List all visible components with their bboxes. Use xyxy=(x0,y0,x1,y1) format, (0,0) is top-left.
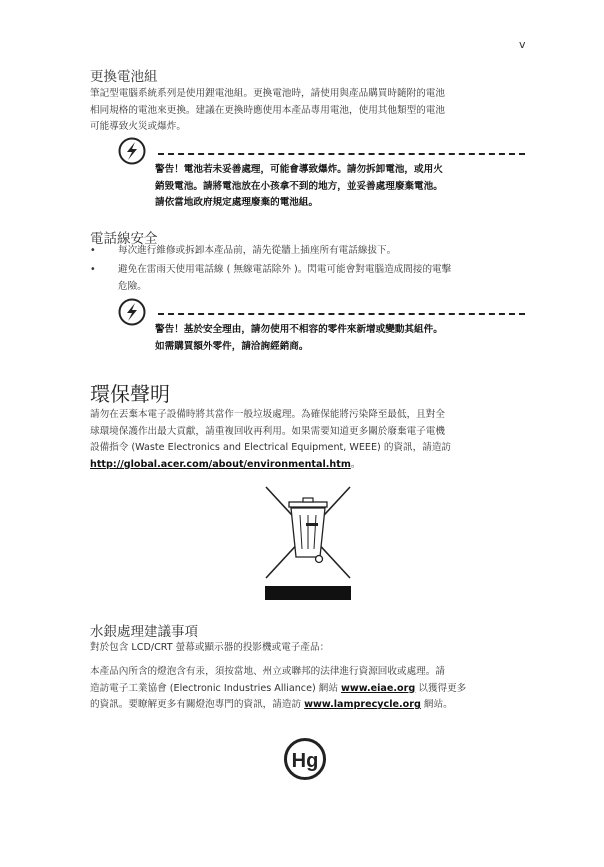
battery-line: 可能導致火災或爆炸。 xyxy=(90,121,186,132)
hg-mercury-icon xyxy=(283,737,327,781)
warning-divider xyxy=(158,313,525,315)
bullet-dot: • xyxy=(90,245,96,256)
lightning-warning-icon xyxy=(118,137,146,165)
crossed-out-wheeled-bin-icon xyxy=(262,485,354,603)
warning-line: 銷毀電池。請將電池放在小孩拿不到的地方，並妥善處理廢棄電池。 xyxy=(155,180,443,192)
env-link-line xyxy=(90,457,540,474)
link-suffix: 。 xyxy=(350,458,361,470)
mercury-line xyxy=(90,681,540,698)
battery-paragraph xyxy=(90,86,530,136)
eiae-link[interactable]: www.eiae.org xyxy=(341,682,416,694)
lightning-warning-icon xyxy=(118,298,146,326)
page-number: v xyxy=(519,38,526,51)
battery-line: 相同規格的電池來更換。建議在更換時應使用本產品專用電池，使用其他類型的電池 xyxy=(90,104,445,116)
hg-symbol-text: Hg xyxy=(291,750,319,772)
lamprecycle-link[interactable]: www.lamprecycle.org xyxy=(304,699,421,710)
phone-heading: 電話線安全 xyxy=(90,231,158,247)
battery-heading: 更換電池組 xyxy=(90,69,158,85)
phone-bullet-1: 每次進行維修或拆卸本產品前，請先從牆上插座所有電話線拔下。 xyxy=(118,245,397,256)
bullet-line: 危險。 xyxy=(118,280,147,292)
bullet-dot: • xyxy=(90,264,96,275)
phone-warning xyxy=(155,322,535,355)
mercury-text: 的資訊。要瞭解更多有關燈泡專門的資訊，請造訪 xyxy=(90,699,305,710)
phone-bullet-2 xyxy=(118,262,538,295)
environmental-link[interactable]: http://global.acer.com/about/environmental.htm xyxy=(90,458,351,470)
battery-warning xyxy=(155,162,535,212)
mercury-heading: 水銀處理建議事項 xyxy=(90,624,198,640)
warning-line: 警告！基於安全理由，請勿使用不相容的零件來新增或變動其組件。 xyxy=(155,324,443,335)
warning-line: 警告！電池若未妥善處理，可能會導致爆炸。請勿拆卸電池，或用火 xyxy=(155,164,443,175)
mercury-text: 造訪電子工業協會 (Electronic Industries Alliance) 網站 xyxy=(90,682,342,694)
bullet-line: 避免在雷雨天使用電話線 ( 無線電話除外 )。閃電可能會對電腦造成間接的電擊 xyxy=(118,264,452,275)
warning-line: 請依當地政府規定處理廢棄的電池組。 xyxy=(155,197,319,208)
mercury-line: 本產品內所含的燈泡含有汞，須按當地、州立或聯邦的法律進行資源回收或處理。請 xyxy=(90,666,445,677)
env-line: 請勿在丟棄本電子設備時將其當作一般垃圾處理。為確保能將污染降至最低，且對全 xyxy=(90,409,445,420)
mercury-line xyxy=(90,697,540,714)
warning-line: 如需購買額外零件，請洽詢經銷商。 xyxy=(155,340,309,352)
env-paragraph xyxy=(90,407,540,473)
warning-divider xyxy=(158,153,525,155)
mercury-paragraph xyxy=(90,664,540,714)
mercury-text: 網站。 xyxy=(420,699,453,710)
env-line: 球環境保護作出最大貢獻，請重複回收再利用。如果需要知道更多關於廢棄電子電機 xyxy=(90,425,445,437)
env-heading: 環保聲明 xyxy=(90,382,170,406)
battery-line: 筆記型電腦系統系列是使用鋰電池組。更換電池時，請使用與產品購買時隨附的電池 xyxy=(90,88,445,99)
mercury-intro: 對於包含 LCD/CRT 螢幕或顯示器的投影機或電子產品： xyxy=(90,642,330,653)
mercury-text: 以獲得更多 xyxy=(415,682,467,694)
env-line: 設備指令 (Waste Electronics and Electrical Equipment, WEEE) 的資訊，請造訪 xyxy=(90,442,452,453)
